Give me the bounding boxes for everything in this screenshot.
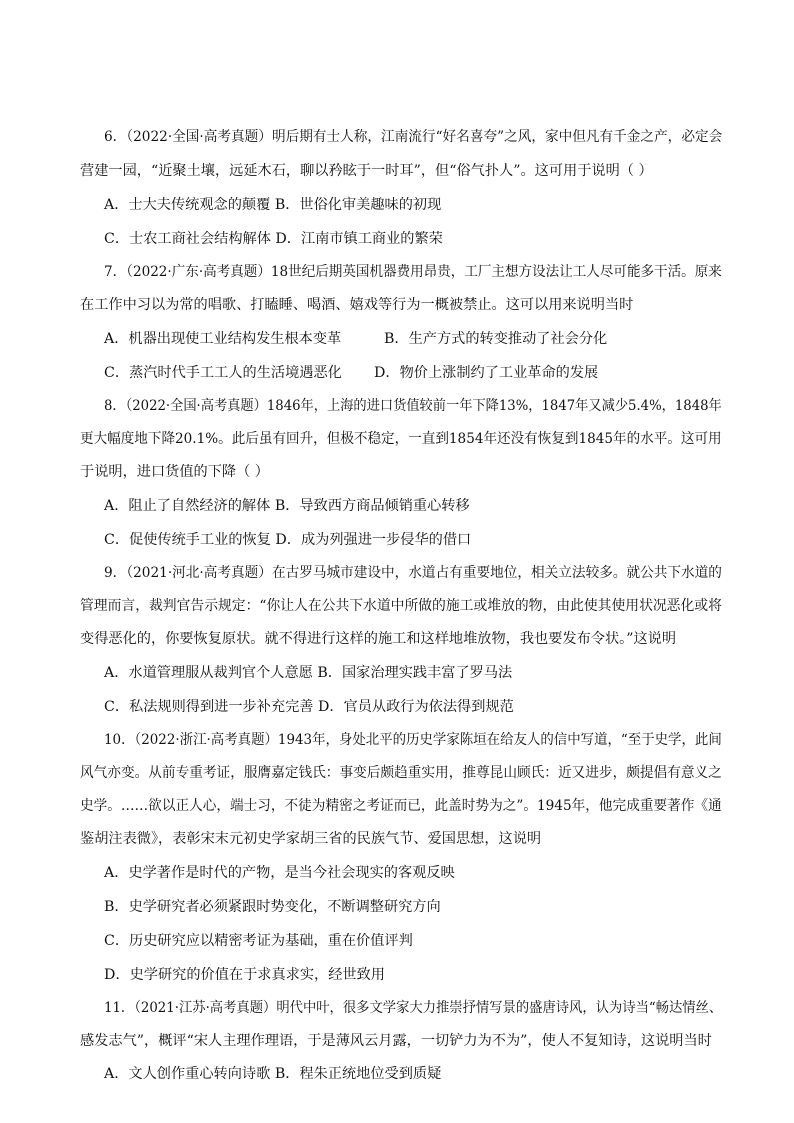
option-line: C．促使传统手工业的恢复 D．成为列强进一步侵华的借口: [104, 532, 472, 548]
option-d: D．物价上涨制约了工业革命的发展: [374, 365, 599, 381]
option-line: A．文人创作重心转向诗歌 B．程朱正统地位受到质疑: [104, 1066, 442, 1082]
question-stem-line: 9．（2021·河北·高考真题）在古罗马城市建设中，水道占有重要地位，相关立法较多。就公共下水道的: [104, 565, 722, 581]
question-stem-line: 7．（2022·广东·高考真题）18世纪后期英国机器费用昂贵，工厂主想方设法让工人尽可能多干活。原来: [104, 264, 722, 280]
question-stem-line: 11．（2021·江苏·高考真题）明代中叶，很多文学家大力推崇抒情写景的盛唐诗风，认为诗当“畅达情丝、: [104, 1000, 723, 1016]
option-c: C．历史研究应以精密考证为基础，重在价值评判: [104, 933, 413, 949]
option-a: A．史学著作是时代的产物，是当今社会现实的客观反映: [104, 865, 455, 881]
question-stem-line: 营建一园，“近聚土壤，远延木石，聊以矜眩于一时耳”，但“俗气扑人”。这可用于说明（ ）: [80, 163, 653, 179]
question-stem-line: 6．（2022·全国·高考真题）明后期有士人称，江南流行“好名喜夸”之风，家中但凡有千金之产，必定会: [104, 129, 723, 145]
option-line: A．阻止了自然经济的解体 B．导致西方商品倾销重心转移: [104, 498, 470, 514]
question-stem-line: 鉴胡注表微》，表彰宋末元初史学家胡三省的民族气节、爱国思想，这说明: [80, 831, 542, 847]
question-stem-line: 于说明，进口货值的下降（ ）: [80, 464, 269, 480]
option-c: C．蒸汽时代手工工人的生活境遇恶化: [104, 365, 342, 381]
question-stem-line: 史学。……欲以正人心，端士习，不徒为精密之考证而已，此盖时势为之”。1945年，他完成重要著作《通: [80, 798, 722, 814]
question-stem-line: 变得恶化的，你要恢复原状。就不得进行这样的施工和这样地堆放物，我也要发布令状。”这说明: [80, 631, 677, 647]
question-stem-line: 管理而言，裁判官告示规定：“你让人在公共下水道中所做的施工或堆放的物，由此使其使用状况恶化或将: [80, 598, 722, 614]
option-b: B．生产方式的转变推动了社会分化: [384, 331, 608, 347]
option-line: C．士农工商社会结构解体 D．江南市镇工商业的繁荣: [104, 231, 443, 247]
question-stem-line: 感发志气”，概评“宋人主理作理语，于是薄风云月露，一切铲力为不为”，使人不复知诗，这说明当时: [80, 1033, 712, 1049]
option-line: A．士大夫传统观念的颠覆 B．世俗化审美趣味的初现: [104, 197, 442, 213]
question-stem-line: 风气亦变。从前专重考证，服膺嘉定钱氏：事变后颇趋重实用，推尊昆山顾氏：近又进步，颇提倡有意义之: [80, 765, 722, 781]
option-line: A．水道管理服从裁判官个人意愿 B．国家治理实践丰富了罗马法: [104, 665, 513, 681]
question-stem-line: 8．（2022·全国·高考真题）1846年，上海的进口货值较前一年下降13%，1847年又减少5.4%，1848年: [104, 398, 722, 414]
option-a: A．机器出现使工业结构发生根本变革: [104, 331, 342, 347]
question-stem-line: 10．（2022·浙江·高考真题）1943年，身处北平的历史学家陈垣在给友人的信中写道，“至于史学，此间: [104, 732, 722, 748]
question-stem-line: 更大幅度地下降20.1%。此后虽有回升，但极不稳定，一直到1854年还没有恢复到1845年的水平。这可用: [80, 431, 722, 447]
question-stem-line: 在工作中习以为常的唱歌、打瞌睡、喝酒、嬉戏等行为一概被禁止。这可以用来说明当时: [80, 297, 634, 313]
option-b: B．史学研究者必须紧跟时势变化，不断调整研究方向: [104, 899, 441, 915]
option-line: C．私法规则得到进一步补充完善 D．官员从政行为依法得到规范: [104, 699, 514, 715]
option-d: D．史学研究的价值在于求真求实，经世致用: [104, 967, 385, 983]
